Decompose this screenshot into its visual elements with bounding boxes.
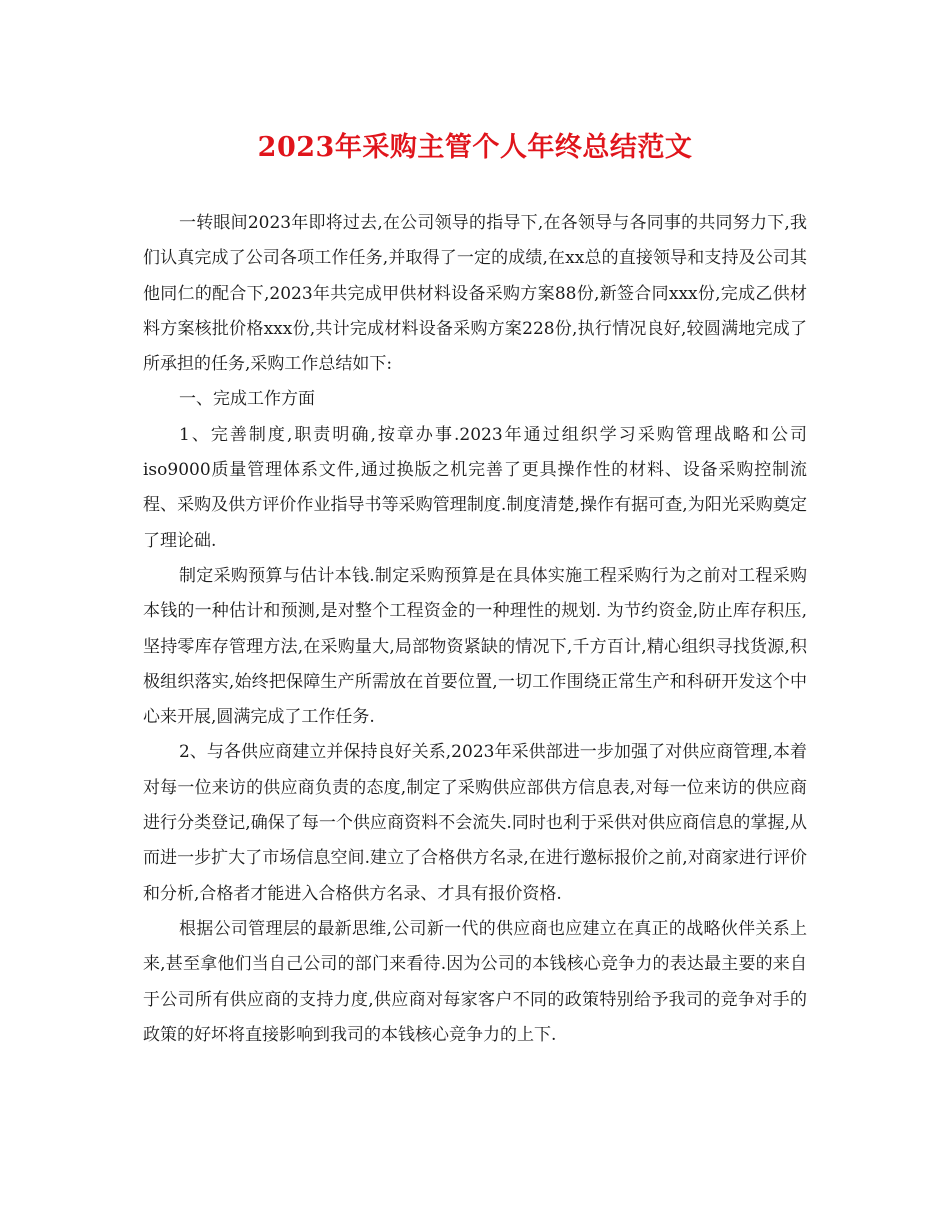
paragraph-system-improvement: 1、完善制度,职责明确,按章办事.2023年通过组织学习采购管理战略和公司iso9000质量管理体系文件,通过换版之机完善了更具操作性的材料、设备采购控制流程、采购及供方评价作业指导书等采购管理制度.制度清楚,操作有据可查,为阳光采购奠定了理论础. — [143, 424, 807, 551]
paragraph-supplier-relations: 2、与各供应商建立并保持良好关系,2023年采供部进一步加强了对供应商管理,本着对每一位来访的供应商负责的态度,制定了采购供应部供方信息表,对每一位来访的供应商进行分类登记,确保了每一个供应商资料不会流失.同时也利于采供对供应商信息的掌握,从而进一步扩大了市场信息空间.建立了合格供方名录,在进行邀标报价之前,对商家进行评价和分析,合格者才能进入合格供方名录、才具有报价资格. — [143, 742, 807, 904]
document-title: 2023年采购主管个人年终总结范文 — [257, 132, 693, 163]
paragraph-intro: 一转眼间2023年即将过去,在公司领导的指导下,在各领导与各同事的共同努力下,我们认真完成了公司各项工作任务,并取得了一定的成绩,在xx总的直接领导和支持及公司其他同仁的配合下,2023年共完成甲供材料设备采购方案88份,新签合同xxx份,完成乙供材料方案核批价格xxx份,共计完成材料设备采购方案228份,执行情况良好,较圆满地完成了所承担的任务,采购工作总结如下: — [143, 213, 807, 375]
document-body — [143, 206, 807, 1053]
paragraph-strategic-partnership: 根据公司管理层的最新思维,公司新一代的供应商也应建立在真正的战略伙伴关系上来,甚至拿他们当自己公司的部门来看待.因为公司的本钱核心竞争力的表达最主要的来自于公司所有供应商的支持力度,供应商对每家客户不同的政策特别给予我司的竞争对手的政策的好坏将直接影响到我司的本钱核心竞争力的上下. — [143, 918, 807, 1045]
section-heading-work-completed: 一、完成工作方面 — [179, 389, 315, 410]
paragraph-budget-estimation: 制定采购预算与估计本钱.制定采购预算是在具体实施工程采购行为之前对工程采购本钱的一种估计和预测,是对整个工程资金的一种理性的规划. 为节约资金,防止库存积压,坚持零库存管理方法,在采购量大,局部物资紧缺的情况下,千方百计,精心组织寻找货源,积极组织落实,始终把保障生产所需放在首要位置,一切工作围绕正常生产和科研开发这个中心来开展,圆满完成了工作任务. — [143, 565, 807, 728]
